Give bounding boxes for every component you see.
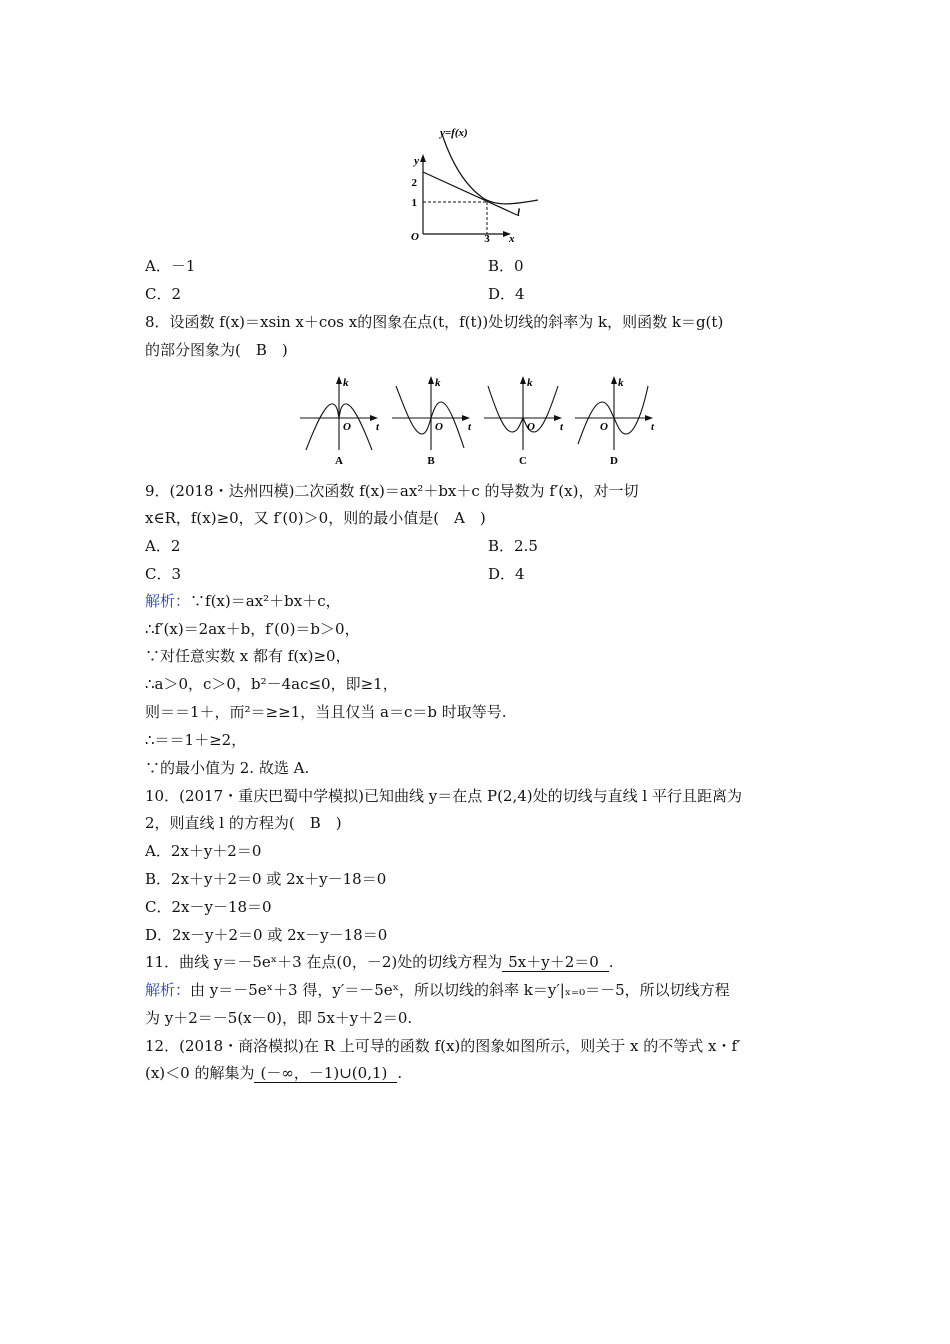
q9-analysis-line4: ∴a＞0，c＞0，b²－4ac≤0，即≥1， [145,675,398,693]
graph-d-o-label: O [600,421,608,433]
graph-b [392,376,472,467]
graph-b-t-label: t [468,421,472,433]
graph-a-label: A [335,455,343,467]
q9-analysis-text1: ∵f(x)＝ax²＋bx＋c， [190,592,341,610]
q9-analysis-line6: ∴＝＝1＋≥2， [145,731,247,749]
y-axis-label: y [414,155,419,167]
curve-f [442,134,538,204]
q11-answer: 5x＋y＋2＝0 [502,954,609,972]
origin-label: O [411,231,419,243]
graph-c [484,376,564,467]
q10-stem-line2: 2，则直线 l 的方程为( B ) [145,814,342,832]
q7-option-b: B．0 [488,257,524,275]
graph-b-k-label: k [435,377,441,389]
q7-option-d: D．4 [488,285,525,303]
q11-stem [145,952,614,972]
graph-d [575,376,655,467]
q11-analysis-text1: 由 y＝－5eˣ＋3 得，y′＝－5eˣ，所以切线的斜率 k＝y′|ₓ₌₀＝－5，所以切线方程 [190,981,730,999]
q9-option-b: B．2.5 [488,537,538,555]
q12-stem-line1: 12．(2018・商洛模拟)在 R 上可导的函数 f(x)的图象如图所示，则关于 x 的不等式 x・f′ [145,1037,741,1055]
q11-stem-text: 11．曲线 y＝－5eˣ＋3 在点(0，－2)处的切线方程为 [145,953,503,971]
graph-c-t-label: t [560,421,564,433]
q8-stem-line1: 8．设函数 f(x)＝xsin x＋cos x的图象在点(t，f(t))处切线的斜率为 k，则函数 k＝g(t) [145,313,724,331]
x-tick-3: 3 [484,233,490,244]
q7-option-a: A．－1 [145,257,196,275]
y-tick-2: 2 [411,177,417,189]
q12-tail: . [397,1064,403,1082]
q10-option-b: B．2x＋y＋2＝0 或 2x＋y－18＝0 [145,870,387,888]
q9-analysis-line5: 则＝＝1＋，而²＝≥≥1，当且仅当 a＝c＝b 时取等号. [145,703,507,721]
q8-graphs [296,372,666,472]
q9-analysis-line2: ∴f′(x)＝2ax＋b，f′(0)＝b＞0， [145,620,360,638]
q11-analysis-line2: 为 y＋2＝－5(x－0)，即 5x＋y＋2＝0. [145,1009,413,1027]
graph-a-o-label: O [343,421,351,433]
q9-analysis-line7: ∵的最小值为 2. 故选 A. [145,759,310,777]
graph-b-label: B [427,455,435,467]
y-tick-1: 1 [411,197,417,209]
q10-option-a: A．2x＋y＋2＝0 [145,842,262,860]
curve-label: y=f(x) [440,127,468,139]
q12-stem-text: (x)＜0 的解集为 [145,1064,255,1082]
q9-option-a: A．2 [145,537,181,555]
graph-c-k-label: k [527,377,533,389]
q12-stem-line2 [145,1063,402,1083]
graph-d-t-label: t [651,421,655,433]
q9-stem-line1: 9．(2018・达州四模)二次函数 f(x)＝ax²＋bx＋c 的导数为 f′(x)，对一切 [145,482,639,500]
x-axis-label: x [509,233,515,244]
analysis-label: 解析： [145,592,191,610]
q10-stem-line1: 10．(2017・重庆巴蜀中学模拟)已知曲线 y＝在点 P(2,4)处的切线与直线 l 平行且距离为 [145,787,742,805]
graph-a-k-label: k [343,377,349,389]
q9-analysis-line3: ∵对任意实数 x 都有 f(x)≥0， [145,647,351,665]
q9-analysis-line1 [145,591,341,611]
graph-c-label: C [519,455,527,467]
line-l-label: l [517,207,521,219]
graph-d-k-label: k [618,377,624,389]
q10-option-c: C．2x－y－18＝0 [145,898,272,916]
tangent-line-figure [405,124,545,244]
graph-a-t-label: t [376,421,380,433]
q11-tail: . [608,953,614,971]
q11-analysis-line1 [145,980,730,1000]
graph-b-o-label: O [435,421,443,433]
q9-option-d: D．4 [488,565,525,583]
q9-stem-line2: x∈R，f(x)≥0，又 f′(0)＞0，则的最小值是( A ) [145,509,486,527]
graph-c-o-label: O [527,421,535,433]
graph-a [300,376,380,467]
q8-stem-line2: 的部分图象为( B ) [145,341,288,359]
tangent-line-l [423,172,517,215]
q9-option-c: C．3 [145,565,182,583]
q10-option-d: D．2x－y＋2＝0 或 2x－y－18＝0 [145,926,388,944]
graph-d-label: D [610,455,618,467]
q12-answer: (－∞，－1)∪(0,1) [254,1065,397,1083]
analysis-label: 解析： [145,981,191,999]
q7-option-c: C．2 [145,285,182,303]
